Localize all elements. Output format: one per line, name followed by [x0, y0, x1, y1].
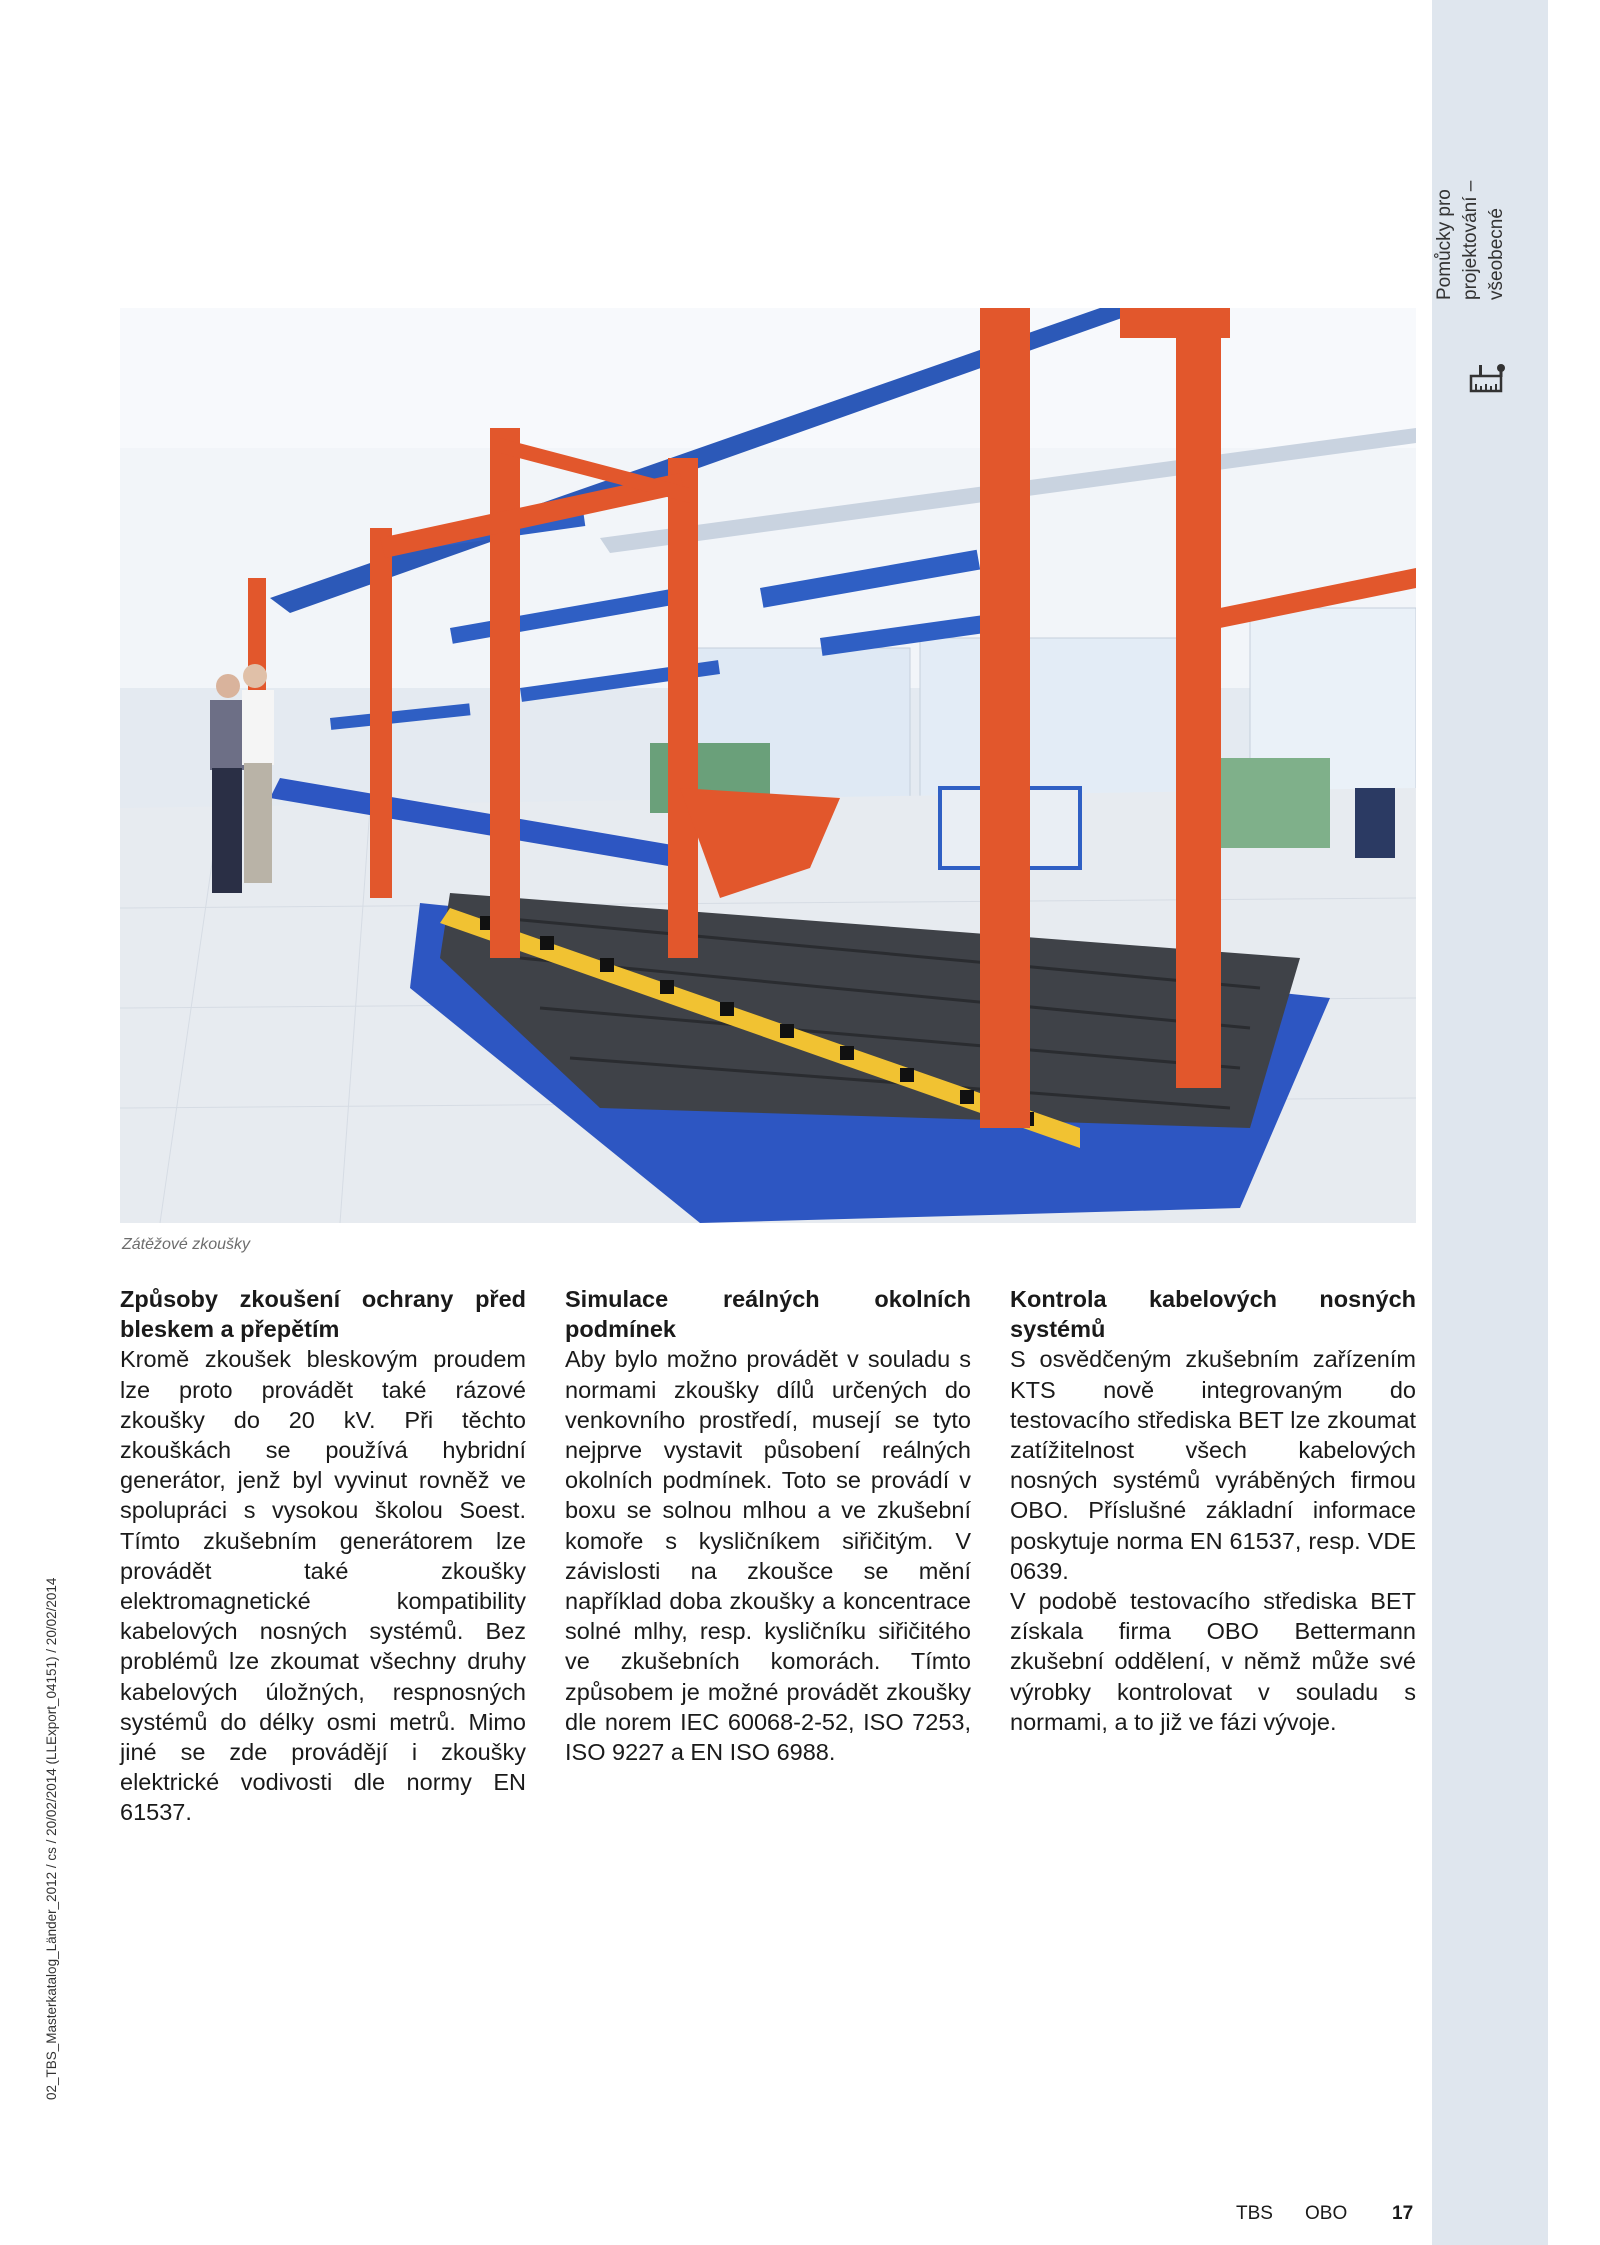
sidebar-band: [1432, 0, 1548, 2245]
text-column-2: [565, 1284, 971, 1767]
page-number: 17: [1392, 2203, 1414, 2224]
print-meta-vertical: 02_TBS_Masterkatalog_Länder_2012 / cs / 20/02/2014 (LLExport_04151) / 20/02/2014: [44, 1577, 59, 2100]
test-lab-photo: [120, 308, 1416, 1223]
sidebar-title-line-1: Pomůcky pro: [1434, 189, 1455, 300]
sidebar-title-line-3: všeobecné: [1486, 208, 1507, 300]
photo-caption: Zátěžové zkoušky: [122, 1236, 251, 1253]
text-column-1: [120, 1284, 526, 1828]
column-1-body: Kromě zkoušek bleskovým proudem lze proto provádět také rázové zkoušky do 20 kV. Při těchto zkouškách se používá hybridní generátor, jenž byl vyvinut rovněž ve spolupráci s vysokou školou Soest. Tímto zkušebním generátorem lze provádět také zkoušky elektromagnetické kompatibility kabelových nosných systémů. Bez problémů lze zkoumat všechny druhy kabelových úložných, respnosných systémů do délky osmi metrů. Mimo jiné se zde provádějí i zkoušky elektrické vodivosti dle normy EN 61537.: [120, 1346, 526, 1826]
text-column-3: [1010, 1284, 1416, 1737]
column-3-heading: Kontrola kabelových nosných systémů: [1010, 1286, 1416, 1343]
footer-obo-label: OBO: [1305, 2203, 1348, 2224]
column-2-body: Aby bylo možno provádět v souladu s normami zkoušky dílů určených do venkovního prostředí, musejí se tyto nejprve vystavit působení reálných okolních podmínek. Toto se provádí v boxu se solnou mlhou a ve zkušební komoře s kysličníkem siřičitým. V závislosti na zkoušce se mění například doba zkoušky a koncentrace solné mlhy, resp. kysličníku siřičitého ve zkušebních komorách. Tímto způsobem je možné provádět zkoušky dle norem IEC 60068-2-52, ISO 7253, ISO 9227 a EN ISO 6988.: [565, 1346, 971, 1766]
sidebar-section-title: [1432, 0, 1510, 300]
sidebar-title-line-2: projektování –: [1460, 180, 1481, 300]
column-3-body-2: V podobě testovacího střediska BET získala firma OBO Bettermann zkušební oddělení, v němž může své výrobky kontrolovat v souladu s normami, a to již ve fázi vývoje.: [1010, 1588, 1416, 1735]
column-3-body: S osvědčeným zkušebním zařízením KTS nově integrovaným do testovacího střediska BET lze zkoumat zatížitelnost všech kabelových nosných systémů vyráběných firmou OBO. Příslušné základní informace poskytuje norma EN 61537, resp. VDE 0639.: [1010, 1346, 1416, 1584]
load-test-rig-illustration: [120, 308, 1416, 1223]
column-2-heading: Simulace reálných okolních podmínek: [565, 1286, 971, 1343]
footer-tbs-label: TBS: [1236, 2203, 1273, 2224]
column-1-heading: Způsoby zkoušení ochrany před bleskem a přepětím: [120, 1286, 526, 1343]
tools-ruler-icon: [1468, 362, 1508, 396]
